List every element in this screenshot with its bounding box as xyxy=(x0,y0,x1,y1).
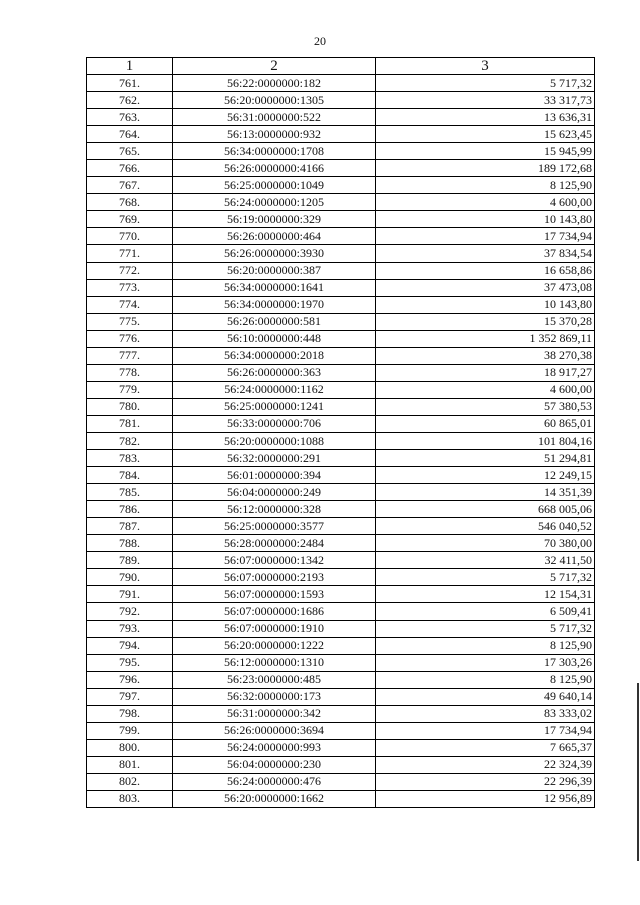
value-cell: 10 143,80 xyxy=(376,211,595,228)
row-number-cell: 773. xyxy=(87,279,173,296)
row-number-cell: 770. xyxy=(87,228,173,245)
value-cell: 12 249,15 xyxy=(376,467,595,484)
table-row xyxy=(87,296,595,313)
cadastral-number-cell: 56:07:0000000:1910 xyxy=(173,620,376,637)
table-row xyxy=(87,586,595,603)
row-number-cell: 791. xyxy=(87,586,173,603)
value-cell: 16 658,86 xyxy=(376,262,595,279)
cadastral-number-cell: 56:25:0000000:3577 xyxy=(173,518,376,535)
cadastral-number-cell: 56:04:0000000:249 xyxy=(173,484,376,501)
value-cell: 22 324,39 xyxy=(376,756,595,773)
table-row xyxy=(87,143,595,160)
row-number-cell: 774. xyxy=(87,296,173,313)
table-row xyxy=(87,705,595,722)
table-row xyxy=(87,432,595,449)
value-cell: 15 370,28 xyxy=(376,313,595,330)
row-number-cell: 783. xyxy=(87,450,173,467)
cadastral-number-cell: 56:34:0000000:1641 xyxy=(173,279,376,296)
value-cell: 32 411,50 xyxy=(376,552,595,569)
row-number-cell: 792. xyxy=(87,603,173,620)
row-number-cell: 769. xyxy=(87,211,173,228)
table-row xyxy=(87,518,595,535)
cadastral-number-cell: 56:24:0000000:1205 xyxy=(173,194,376,211)
table-row xyxy=(87,313,595,330)
value-cell: 18 917,27 xyxy=(376,364,595,381)
value-cell: 17 734,94 xyxy=(376,228,595,245)
value-cell: 70 380,00 xyxy=(376,535,595,552)
value-cell: 5 717,32 xyxy=(376,569,595,586)
value-cell: 4 600,00 xyxy=(376,194,595,211)
cadastral-number-cell: 56:26:0000000:363 xyxy=(173,364,376,381)
header-row xyxy=(87,58,595,75)
cadastral-number-cell: 56:13:0000000:932 xyxy=(173,126,376,143)
table-row xyxy=(87,75,595,92)
table-row xyxy=(87,535,595,552)
row-number-cell: 778. xyxy=(87,364,173,381)
cadastral-number-cell: 56:34:0000000:1970 xyxy=(173,296,376,313)
row-number-cell: 797. xyxy=(87,688,173,705)
table-row xyxy=(87,484,595,501)
table-header xyxy=(87,58,595,75)
row-number-cell: 799. xyxy=(87,722,173,739)
value-cell: 189 172,68 xyxy=(376,160,595,177)
table-row xyxy=(87,739,595,756)
row-number-cell: 790. xyxy=(87,569,173,586)
cadastral-number-cell: 56:20:0000000:1662 xyxy=(173,790,376,807)
value-cell: 60 865,01 xyxy=(376,415,595,432)
value-cell: 7 665,37 xyxy=(376,739,595,756)
table-row xyxy=(87,228,595,245)
table-row xyxy=(87,552,595,569)
row-number-cell: 775. xyxy=(87,313,173,330)
value-cell: 37 473,08 xyxy=(376,279,595,296)
cadastral-number-cell: 56:25:0000000:1241 xyxy=(173,398,376,415)
row-number-cell: 767. xyxy=(87,177,173,194)
cadastral-number-cell: 56:01:0000000:394 xyxy=(173,467,376,484)
column-header-number: 1 xyxy=(87,58,173,75)
value-cell: 38 270,38 xyxy=(376,347,595,364)
cadastral-number-cell: 56:34:0000000:2018 xyxy=(173,347,376,364)
value-cell: 8 125,90 xyxy=(376,671,595,688)
table-body xyxy=(87,75,595,808)
value-cell: 51 294,81 xyxy=(376,450,595,467)
row-number-cell: 762. xyxy=(87,92,173,109)
row-number-cell: 794. xyxy=(87,637,173,654)
page-edge-mark xyxy=(637,683,639,861)
value-cell: 5 717,32 xyxy=(376,75,595,92)
value-cell: 33 317,73 xyxy=(376,92,595,109)
table-row xyxy=(87,330,595,347)
value-cell: 10 143,80 xyxy=(376,296,595,313)
cadastral-number-cell: 56:28:0000000:2484 xyxy=(173,535,376,552)
value-cell: 15 623,45 xyxy=(376,126,595,143)
table-row xyxy=(87,381,595,398)
cadastral-number-cell: 56:34:0000000:1708 xyxy=(173,143,376,160)
cadastral-number-cell: 56:26:0000000:4166 xyxy=(173,160,376,177)
cadastral-number-cell: 56:31:0000000:342 xyxy=(173,705,376,722)
value-cell: 22 296,39 xyxy=(376,773,595,790)
table-row xyxy=(87,245,595,262)
table-row xyxy=(87,347,595,364)
table-row xyxy=(87,109,595,126)
table-row xyxy=(87,569,595,586)
table-row xyxy=(87,467,595,484)
cadastral-number-cell: 56:26:0000000:581 xyxy=(173,313,376,330)
table-row xyxy=(87,92,595,109)
cadastral-number-cell: 56:32:0000000:173 xyxy=(173,688,376,705)
cadastral-number-cell: 56:07:0000000:1686 xyxy=(173,603,376,620)
cadastral-number-cell: 56:04:0000000:230 xyxy=(173,756,376,773)
table-row xyxy=(87,756,595,773)
row-number-cell: 781. xyxy=(87,415,173,432)
table-row xyxy=(87,603,595,620)
value-cell: 12 956,89 xyxy=(376,790,595,807)
value-cell: 15 945,99 xyxy=(376,143,595,160)
cadastral-number-cell: 56:26:0000000:464 xyxy=(173,228,376,245)
value-cell: 668 005,06 xyxy=(376,501,595,518)
value-cell: 6 509,41 xyxy=(376,603,595,620)
table-row xyxy=(87,637,595,654)
cadastral-number-cell: 56:20:0000000:1305 xyxy=(173,92,376,109)
cadastral-number-cell: 56:20:0000000:387 xyxy=(173,262,376,279)
table-row xyxy=(87,773,595,790)
cadastral-number-cell: 56:25:0000000:1049 xyxy=(173,177,376,194)
cadastral-number-cell: 56:26:0000000:3930 xyxy=(173,245,376,262)
table-row xyxy=(87,398,595,415)
row-number-cell: 763. xyxy=(87,109,173,126)
row-number-cell: 802. xyxy=(87,773,173,790)
value-cell: 12 154,31 xyxy=(376,586,595,603)
cadastral-number-cell: 56:07:0000000:2193 xyxy=(173,569,376,586)
row-number-cell: 784. xyxy=(87,467,173,484)
table-row xyxy=(87,364,595,381)
cadastral-number-cell: 56:22:0000000:182 xyxy=(173,75,376,92)
cadastral-number-cell: 56:26:0000000:3694 xyxy=(173,722,376,739)
column-header-value: 3 xyxy=(376,58,595,75)
cadastral-number-cell: 56:23:0000000:485 xyxy=(173,671,376,688)
value-cell: 4 600,00 xyxy=(376,381,595,398)
row-number-cell: 768. xyxy=(87,194,173,211)
table-row xyxy=(87,688,595,705)
row-number-cell: 765. xyxy=(87,143,173,160)
row-number-cell: 786. xyxy=(87,501,173,518)
row-number-cell: 782. xyxy=(87,432,173,449)
row-number-cell: 789. xyxy=(87,552,173,569)
table-row xyxy=(87,177,595,194)
value-cell: 5 717,32 xyxy=(376,620,595,637)
table-row xyxy=(87,722,595,739)
row-number-cell: 780. xyxy=(87,398,173,415)
value-cell: 49 640,14 xyxy=(376,688,595,705)
value-cell: 8 125,90 xyxy=(376,637,595,654)
row-number-cell: 761. xyxy=(87,75,173,92)
row-number-cell: 785. xyxy=(87,484,173,501)
cadastral-number-cell: 56:12:0000000:1310 xyxy=(173,654,376,671)
row-number-cell: 766. xyxy=(87,160,173,177)
value-cell: 17 303,26 xyxy=(376,654,595,671)
value-cell: 17 734,94 xyxy=(376,722,595,739)
cadastral-number-cell: 56:24:0000000:993 xyxy=(173,739,376,756)
table-row xyxy=(87,790,595,807)
table-row xyxy=(87,450,595,467)
row-number-cell: 764. xyxy=(87,126,173,143)
row-number-cell: 776. xyxy=(87,330,173,347)
row-number-cell: 793. xyxy=(87,620,173,637)
row-number-cell: 796. xyxy=(87,671,173,688)
row-number-cell: 787. xyxy=(87,518,173,535)
column-header-cadastral: 2 xyxy=(173,58,376,75)
cadastral-number-cell: 56:20:0000000:1088 xyxy=(173,432,376,449)
value-cell: 546 040,52 xyxy=(376,518,595,535)
value-cell: 57 380,53 xyxy=(376,398,595,415)
value-cell: 13 636,31 xyxy=(376,109,595,126)
row-number-cell: 795. xyxy=(87,654,173,671)
table-row xyxy=(87,620,595,637)
row-number-cell: 803. xyxy=(87,790,173,807)
data-table xyxy=(86,57,595,808)
cadastral-number-cell: 56:07:0000000:1342 xyxy=(173,552,376,569)
row-number-cell: 779. xyxy=(87,381,173,398)
cadastral-number-cell: 56:32:0000000:291 xyxy=(173,450,376,467)
cadastral-number-cell: 56:20:0000000:1222 xyxy=(173,637,376,654)
cadastral-number-cell: 56:24:0000000:1162 xyxy=(173,381,376,398)
row-number-cell: 800. xyxy=(87,739,173,756)
table-row xyxy=(87,671,595,688)
table-row xyxy=(87,262,595,279)
table-row xyxy=(87,501,595,518)
row-number-cell: 777. xyxy=(87,347,173,364)
cadastral-number-cell: 56:12:0000000:328 xyxy=(173,501,376,518)
table-row xyxy=(87,194,595,211)
cadastral-number-cell: 56:33:0000000:706 xyxy=(173,415,376,432)
value-cell: 101 804,16 xyxy=(376,432,595,449)
cadastral-number-cell: 56:31:0000000:522 xyxy=(173,109,376,126)
value-cell: 1 352 869,11 xyxy=(376,330,595,347)
table-row xyxy=(87,126,595,143)
row-number-cell: 788. xyxy=(87,535,173,552)
table-row xyxy=(87,211,595,228)
cadastral-number-cell: 56:19:0000000:329 xyxy=(173,211,376,228)
table-row xyxy=(87,160,595,177)
page-number: 20 xyxy=(314,34,326,48)
cadastral-number-cell: 56:10:0000000:448 xyxy=(173,330,376,347)
value-cell: 83 333,02 xyxy=(376,705,595,722)
row-number-cell: 772. xyxy=(87,262,173,279)
row-number-cell: 771. xyxy=(87,245,173,262)
row-number-cell: 801. xyxy=(87,756,173,773)
table-row xyxy=(87,279,595,296)
value-cell: 37 834,54 xyxy=(376,245,595,262)
row-number-cell: 798. xyxy=(87,705,173,722)
table-row xyxy=(87,654,595,671)
value-cell: 14 351,39 xyxy=(376,484,595,501)
cadastral-number-cell: 56:24:0000000:476 xyxy=(173,773,376,790)
value-cell: 8 125,90 xyxy=(376,177,595,194)
table-row xyxy=(87,415,595,432)
cadastral-number-cell: 56:07:0000000:1593 xyxy=(173,586,376,603)
